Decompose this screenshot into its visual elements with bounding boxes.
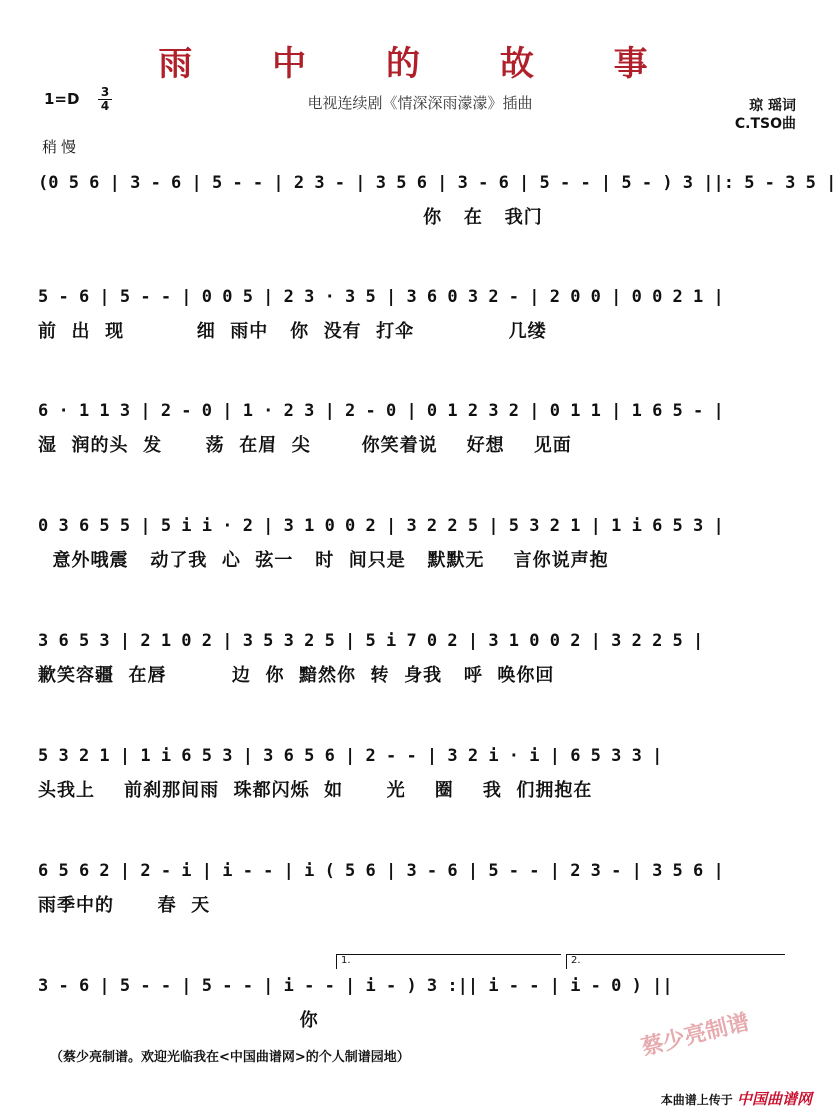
lyrics-line: 你 bbox=[38, 1010, 319, 1031]
score-system-3 bbox=[38, 398, 808, 458]
notation-line: 6 5 6 2 | 2 - i | i - - | i ( 5 6 | 3 - 6 | 5 - - | 2 3 - | 3 5 6 | bbox=[38, 861, 724, 881]
watermark: 蔡少亮制谱 bbox=[639, 1010, 752, 1061]
composer: C.TSO曲 bbox=[734, 116, 796, 132]
subtitle: 电视连续剧《情深深雨濛濛》插曲 bbox=[307, 94, 533, 112]
upload-credit bbox=[661, 1088, 812, 1109]
song-title: 雨 中 的 故 事 bbox=[158, 44, 682, 84]
tempo-marking: 稍慢 bbox=[42, 138, 81, 156]
score-system-1 bbox=[38, 170, 837, 230]
lyrics-line: 前 出 现 细 雨中 你 没有 打伞 几缕 bbox=[38, 321, 547, 342]
lyrics-line: 头我上 前刹那间雨 珠都闪烁 如 光 圈 我 们拥抱在 bbox=[38, 780, 593, 801]
lyrics-line: 你 在 我门 bbox=[38, 207, 543, 228]
second-ending-bracket: 2. bbox=[566, 954, 785, 969]
notation-line: 3 - 6 | 5 - - | 5 - - | i - - | i - ) 3 :|| i - - | i - 0 ) || bbox=[38, 976, 673, 996]
score-system-4 bbox=[38, 513, 808, 573]
score-system-6 bbox=[38, 743, 808, 803]
lyrics-line: 湿 润的头 发 荡 在眉 尖 你笑着说 好想 见面 bbox=[38, 435, 572, 456]
score-system-5 bbox=[38, 628, 808, 688]
credits bbox=[735, 97, 796, 133]
score-system-2 bbox=[38, 284, 808, 344]
first-ending-bracket: 1. bbox=[336, 954, 561, 969]
score-system-7 bbox=[38, 858, 808, 918]
notation-line: 5 3 2 1 | 1 i 6 5 3 | 3 6 5 6 | 2 - - | 3 2 i · i | 6 5 3 3 | bbox=[38, 746, 663, 766]
upload-text: 本曲谱上传于 bbox=[660, 1093, 733, 1107]
site-logo: 中国曲谱网 bbox=[736, 1090, 812, 1108]
key-signature: 1=D bbox=[44, 90, 80, 108]
notation-line: 6 · 1 1 3 | 2 - 0 | 1 · 2 3 | 2 - 0 | 0 1 2 3 2 | 0 1 1 | 1 6 5 - | bbox=[38, 401, 724, 421]
lyrics-line: 意外哦震 动了我 心 弦一 时 间只是 默默无 言你说声抱 bbox=[38, 550, 609, 571]
lyricist: 琼 瑶词 bbox=[749, 98, 796, 114]
notation-line: 0 3 6 5 5 | 5 i i · 2 | 3 1 0 0 2 | 3 2 2 5 | 5 3 2 1 | 1 i 6 5 3 | bbox=[38, 516, 724, 536]
time-numerator: 3 bbox=[98, 86, 112, 100]
notation-line: 3 6 5 3 | 2 1 0 2 | 3 5 3 2 5 | 5 i 7 0 2 | 3 1 0 0 2 | 3 2 2 5 | bbox=[38, 631, 704, 651]
time-denominator: 4 bbox=[100, 99, 110, 113]
lyrics-line: 歉笑容疆 在唇 边 你 黯然你 转 身我 呼 唤你回 bbox=[38, 665, 555, 686]
lyrics-line: 雨季中的 春 天 bbox=[38, 895, 211, 916]
notation-line: (0 5 6 | 3 - 6 | 5 - - | 2 3 - | 3 5 6 | 3 - 6 | 5 - - | 5 - ) 3 ||: 5 - 3 5 | bbox=[38, 173, 837, 193]
footer-note: （蔡少亮制谱。欢迎光临我在<中国曲谱网>的个人制谱园地） bbox=[50, 1050, 410, 1065]
notation-line: 5 - 6 | 5 - - | 0 0 5 | 2 3 · 3 5 | 3 6 0 3 2 - | 2 0 0 | 0 0 2 1 | bbox=[38, 287, 724, 307]
